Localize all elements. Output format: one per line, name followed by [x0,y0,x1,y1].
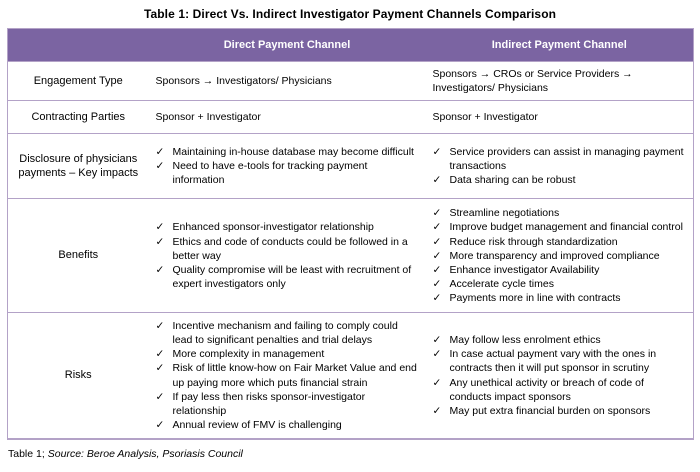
checkmark-icon: ✓ [432,221,442,234]
cell-indirect [426,199,694,313]
checkmark-icon: ✓ [432,292,442,305]
checklist-item-text: May follow less enrolment ethics [449,334,601,347]
checklist-item [433,404,686,418]
checkmark-icon: ✓ [432,235,442,248]
checklist-item [433,235,686,249]
cell-indirect: Sponsors → CROs or Service Providers → Investigators/ Physicians [426,62,694,101]
checklist [156,220,418,291]
checklist-item-text: If pay less then risks sponsor-investigator relationship [172,390,366,417]
checklist-item-text: Risk of little know-how on Fair Market Value and end up paying more which puts financial strain [172,362,417,389]
checkmark-icon: ✓ [155,160,165,173]
column-header-direct: Direct Payment Channel [149,29,426,62]
checklist-item [156,418,418,432]
checklist-item [433,220,686,234]
checklist-item-text: More complexity in management [172,348,325,361]
checkmark-icon: ✓ [432,207,442,220]
checklist-item [433,206,686,220]
checkmark-icon: ✓ [432,348,442,361]
checklist-item-text: Enhance investigator Availability [449,263,600,276]
checklist-item [433,277,686,291]
checkmark-icon: ✓ [155,390,165,403]
table-source-text: Source: Beroe Analysis, Psoriasis Council [47,447,243,460]
checklist [433,333,686,418]
checkmark-icon: ✓ [432,334,442,347]
table-row-contracting-parties [8,101,694,134]
cell-direct [149,313,426,439]
checklist-item [156,263,418,291]
checklist-item [156,235,418,263]
checkmark-icon: ✓ [155,146,165,159]
checklist-item [433,249,686,263]
row-label: Benefits [8,199,149,313]
checkmark-icon: ✓ [432,263,442,276]
cell-direct: Sponsors → Investigators/ Physicians [149,62,426,101]
checklist-item [433,173,686,187]
checklist-item-text: Data sharing can be robust [449,174,576,187]
checklist-item [156,220,418,234]
checklist-item [156,145,418,159]
table-row-risks [8,313,694,439]
checkmark-icon: ✓ [432,376,442,389]
checklist-item-text: Reduce risk through standardization [449,235,618,248]
comparison-table [7,28,694,440]
column-header-blank [8,29,149,62]
checkmark-icon: ✓ [432,174,442,187]
checklist-item-text: Need to have e-tools for tracking payment information [172,160,368,187]
checklist-item [433,333,686,347]
page-title: Table 1: Direct Vs. Indirect Investigator Payment Channels Comparison [143,7,557,21]
checklist-item-text: Annual review of FMV is challenging [172,419,342,432]
checkmark-icon: ✓ [155,221,165,234]
table-row-benefits [8,199,694,313]
checkmark-icon: ✓ [155,362,165,375]
checklist-item-text: Payments more in line with contracts [449,292,621,305]
checklist-item-text: Improve budget management and financial control [449,221,683,234]
checkmark-icon: ✓ [432,146,442,159]
checkmark-icon: ✓ [155,235,165,248]
row-label: Risks [8,313,149,439]
checklist-item-text: Accelerate cycle times [449,278,554,291]
checklist-item-text: In case actual payment vary with the ones in contracts then it will put sponsor in scrutiny [449,348,657,375]
row-label: Engagement Type [8,62,149,101]
checklist-item-text: Ethics and code of conducts could be followed in a better way [172,235,408,262]
cell-indirect [426,313,694,439]
checklist-item-text: More transparency and improved compliance [449,249,660,262]
row-label: Contracting Parties [8,101,149,134]
table-source-prefix: Table 1; [8,447,45,460]
checklist-item-text: May put extra financial burden on sponsors [449,404,651,417]
cell-direct [149,199,426,313]
cell-indirect [426,134,694,199]
cell-direct [149,134,426,199]
checklist-item [433,376,686,404]
checklist-item-text: Streamline negotiations [449,207,560,220]
checkmark-icon: ✓ [155,319,165,332]
row-label: Disclosure of physicians payments – Key impacts [8,134,149,199]
checklist-item [433,145,686,173]
header-row [8,29,694,62]
checklist-item [156,347,418,361]
cell-direct: Sponsor + Investigator [149,101,426,134]
checklist-item-text: Any unethical activity or breach of code of conducts impact sponsors [449,376,644,403]
checklist [433,206,686,305]
checklist [433,145,686,188]
checklist-item [433,347,686,375]
checklist [156,319,418,432]
checkmark-icon: ✓ [155,419,165,432]
checklist-item-text: Incentive mechanism and failing to comply could lead to significant penalties and trial delays [172,319,398,347]
checklist-item [156,361,418,389]
checkmark-icon: ✓ [432,278,442,291]
table-row-disclosure [8,134,694,199]
checklist-item [156,390,418,418]
table-row-engagement-type [8,62,694,101]
checkmark-icon: ✓ [155,348,165,361]
checklist [156,145,418,188]
checklist-item-text: Service providers can assist in managing payment transactions [449,146,684,173]
checklist-item [156,319,418,347]
checklist-item [433,263,686,277]
checklist-item [433,291,686,305]
checklist-item [156,159,418,187]
column-header-indirect: Indirect Payment Channel [426,29,694,62]
checklist-item-text: Enhanced sponsor-investigator relationship [172,221,374,234]
cell-indirect: Sponsor + Investigator [426,101,694,134]
checkmark-icon: ✓ [432,249,442,262]
checklist-item-text: Quality compromise will be least with recruitment of expert investigators only [172,263,412,291]
checkmark-icon: ✓ [432,404,442,417]
checkmark-icon: ✓ [155,263,165,276]
checklist-item-text: Maintaining in-house database may become difficult [172,146,414,159]
table-source-note [8,448,700,460]
